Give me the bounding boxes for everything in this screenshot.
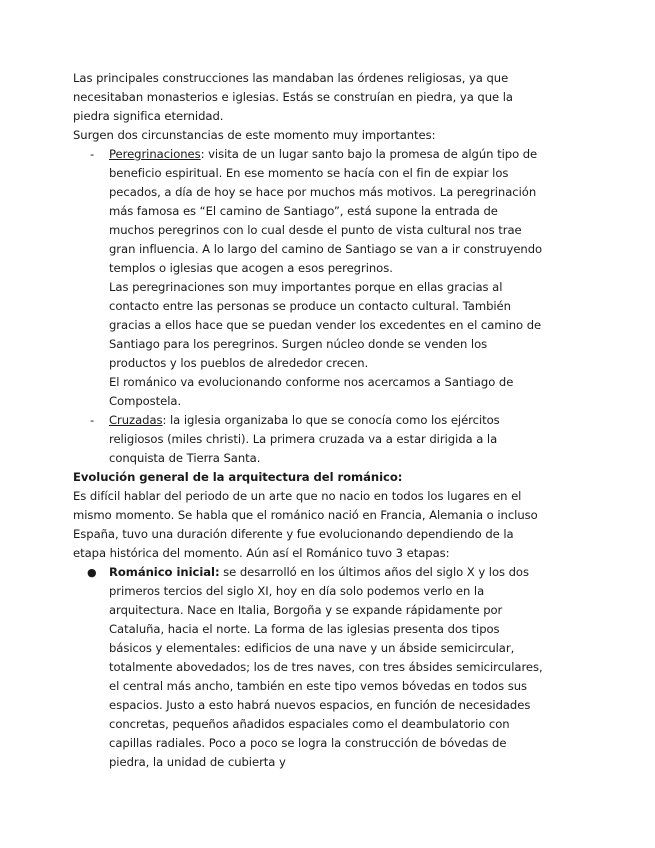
list-item-paragraph [109, 145, 543, 278]
intro-paragraph: Las principales construcciones las mandaban las órdenes religiosas, ya que necesitaban monasterios e iglesias. Estás se construían en piedra, ya que la piedra significa eternidad. [73, 71, 513, 123]
section-intro-paragraph: Es difícil hablar del periodo de un arte que no nacio en todos los lugares en el mismo momento. Se habla que el románico nació en Francia, Alemania o incluso España, tuvo una duración diferente y fue evolucionando dependiendo de la etapa histórica del momento. Aún así el Románico tuvo 3 etapas: [73, 489, 538, 560]
intro-paragraph: Surgen dos circunstancias de este momento muy importantes: [73, 128, 436, 142]
list-item-peregrinaciones [73, 145, 543, 411]
term-definition: : la iglesia organizaba lo que se conocía como los ejércitos religiosos (miles christi). La primera cruzada va a estar dirigida a la conquista de Tierra Santa. [109, 413, 500, 465]
section-heading: Evolución general de la arquitectura del románico: [73, 470, 403, 484]
term-peregrinaciones: Peregrinaciones [109, 147, 201, 161]
stage-description: se desarrolló en los últimos años del siglo X y los dos primeros tercios del siglo XI, hoy en día solo podemos verlo en la arquitectura. Nace en Italia, Borgoña y se expande rápidamente por Cataluña, hacia el norte. La forma de las iglesias presenta dos tipos básicos y elementales: edificios de una nave y un ábside semicircular, totalmente abovedados; los de tres naves, con tres ábsides semicirculares, el central más ancho, también en este tipo vemos bóvedas en todos sus espacios. Justo a esto habrá nuevos espacios, en función de necesidades concretas, pequeños añadidos espaciales como el deambulatorio con capillas radiales. Poco a poco se logra la construcción de bóvedas de piedra, la unidad de cubierta y [109, 565, 543, 769]
term-definition: : visita de un lugar santo bajo la promesa de algún tipo de beneficio espiritual. En ese momento se hacía con el fin de expiar los pecados, a día de hoy se hace por muchos más motivos. La peregrinación más famosa es “El camino de Santiago”, está supone la entrada de muchos peregrinos con lo cual desde el punto de vista cultural nos trae gran influencia. A lo largo del camino de Santiago se van a ir construyendo templos o iglesias que acogen a esos peregrinos. [109, 147, 543, 275]
list-item-paragraph [109, 563, 543, 772]
dash-marker: - [90, 147, 95, 161]
dash-marker: - [90, 413, 95, 427]
document-body [73, 69, 543, 772]
term-cruzadas: Cruzadas [109, 413, 163, 427]
bullet-marker: ● [87, 566, 97, 579]
stage-title: Románico inicial: [109, 565, 220, 579]
list-item-paragraph: Las peregrinaciones son muy importantes porque en ellas gracias al contacto entre las personas se produce un contacto cultural. También gracias a ellos hace que se puedan vender los excedentes en el camino de Santiago para los peregrinos. Surgen núcleo donde se venden los productos y los pueblos de alrededor crecen. [109, 280, 542, 370]
list-item-cruzadas [73, 411, 543, 468]
list-item-romanico-inicial [73, 563, 543, 772]
circumstances-list [73, 145, 543, 468]
list-item-paragraph [109, 411, 543, 468]
list-item-paragraph: El románico va evolucionando conforme nos acercamos a Santiago de Compostela. [109, 375, 514, 408]
stages-list [73, 563, 543, 772]
